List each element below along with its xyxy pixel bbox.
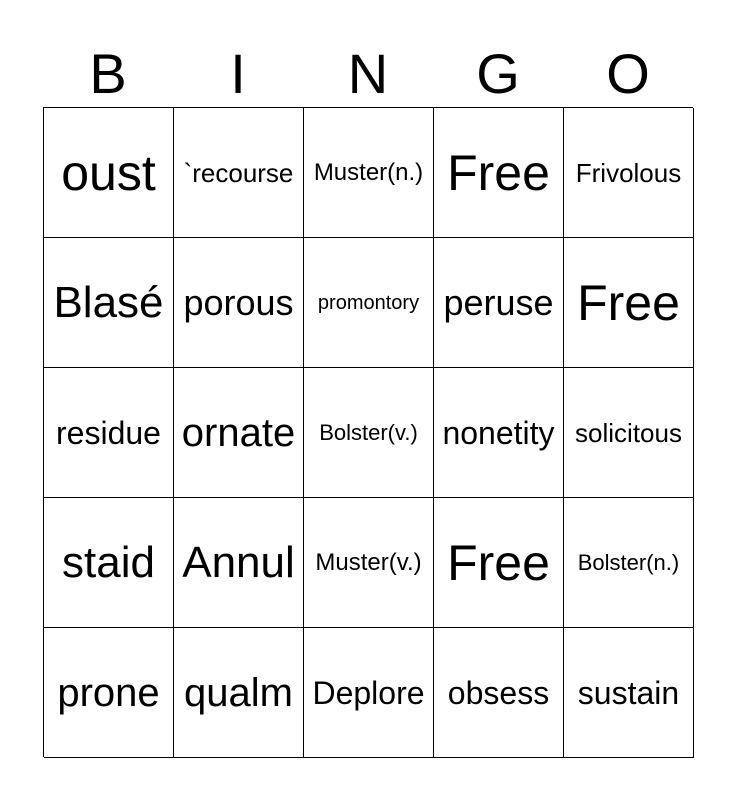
bingo-cell: peruse — [434, 238, 564, 368]
bingo-cell-free: Free — [434, 108, 564, 238]
header-letter-b: B — [89, 42, 127, 105]
bingo-cell: residue — [44, 368, 174, 498]
header-letter-i: I — [230, 42, 246, 105]
bingo-cell: promontory — [304, 238, 434, 368]
bingo-cell: Bolster(v.) — [304, 368, 434, 498]
bingo-cell: Blasé — [44, 238, 174, 368]
header-letter-n: N — [347, 42, 389, 105]
bingo-cell: qualm — [174, 628, 304, 758]
header-letter-o: O — [606, 42, 650, 105]
bingo-cell-free: Free — [564, 238, 694, 368]
bingo-cell: Deplore — [304, 628, 434, 758]
bingo-cell: oust — [44, 108, 174, 238]
bingo-cell: porous — [174, 238, 304, 368]
bingo-cell: sustain — [564, 628, 694, 758]
bingo-cell: staid — [44, 498, 174, 628]
bingo-header — [43, 40, 693, 108]
bingo-cell: nonetity — [434, 368, 564, 498]
bingo-cell: Muster(v.) — [304, 498, 434, 628]
header-letter-g: G — [476, 42, 520, 105]
bingo-cell: Frivolous — [564, 108, 694, 238]
bingo-cell: prone — [44, 628, 174, 758]
bingo-cell: Muster(n.) — [304, 108, 434, 238]
bingo-cell: solicitous — [564, 368, 694, 498]
bingo-cell: `recourse — [174, 108, 304, 238]
bingo-board — [43, 107, 693, 757]
bingo-cell-free: Free — [434, 498, 564, 628]
bingo-cell: ornate — [174, 368, 304, 498]
bingo-cell: Annul — [174, 498, 304, 628]
bingo-cell: obsess — [434, 628, 564, 758]
bingo-cell: Bolster(n.) — [564, 498, 694, 628]
